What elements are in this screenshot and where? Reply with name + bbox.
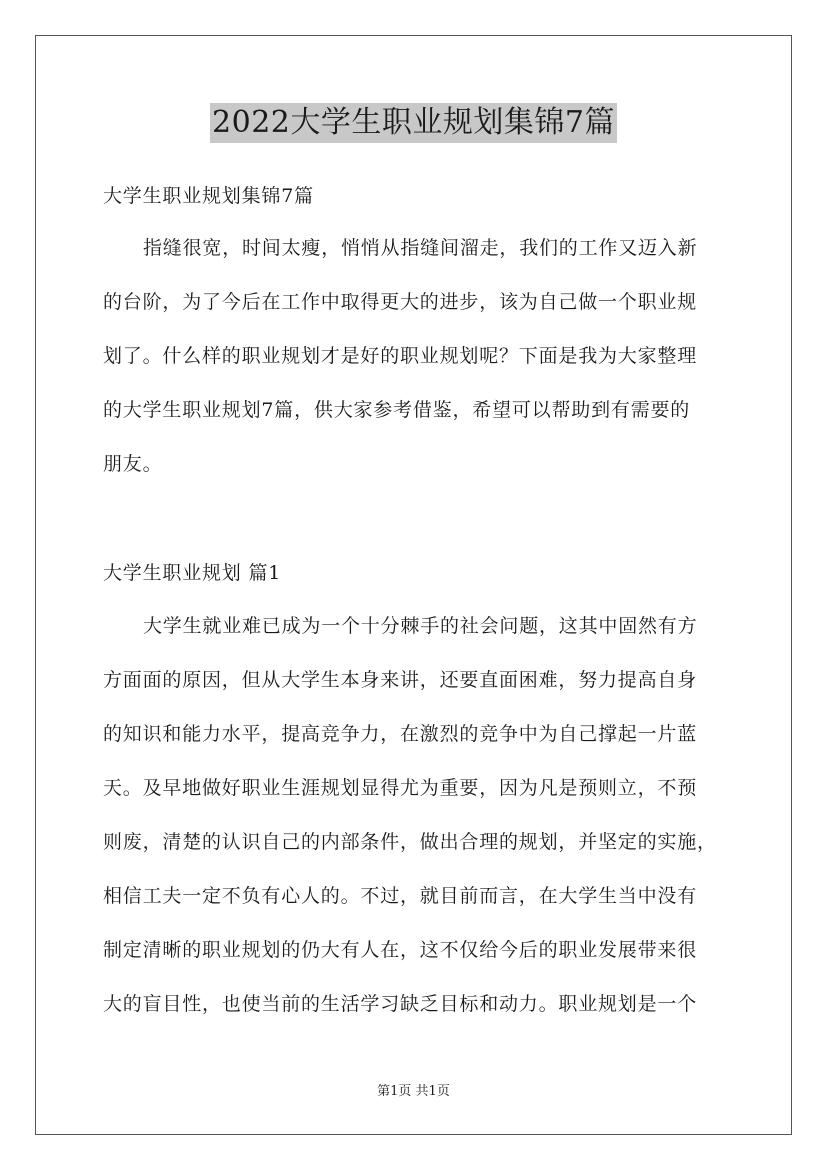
intro-line: 指缝很宽，时间太瘦，悄悄从指缝间溜走，我们的工作又迈入新 (143, 237, 698, 259)
section-line: 相信工夫一定不负有心人的。不过，就目前而言，在大学生当中没有 (103, 885, 698, 907)
section-line: 制定清晰的职业规划的仍大有人在，这不仅给今后的职业发展带来很 (103, 939, 698, 961)
page-footer: 第1页 共1页 (377, 1084, 450, 1099)
section-line: 大的盲目性，也使当前的生活学习缺乏目标和动力。职业规划是一个 (103, 993, 698, 1015)
intro-line: 的台阶，为了今后在工作中取得更大的进步，该为自己做一个职业规 (103, 291, 698, 313)
intro-line: 的大学生职业规划7篇，供大家参考借鉴，希望可以帮助到有需要的 (103, 399, 691, 421)
document-subtitle: 大学生职业规划集锦7篇 (103, 185, 314, 207)
title-wrapper (0, 103, 827, 143)
intro-line: 划了。什么样的职业规划才是好的职业规划呢？下面是我为大家整理 (103, 345, 698, 367)
section-line: 天。及早地做好职业生涯规划显得尤为重要，因为凡是预则立，不预 (103, 777, 698, 799)
intro-line: 朋友。 (103, 453, 163, 475)
section-line: 的知识和能力水平，提高竞争力，在激烈的竞争中为自己撑起一片蓝 (103, 723, 698, 745)
document-title: 2022大学生职业规划集锦7篇 (210, 103, 617, 143)
section-line: 方面面的原因，但从大学生本身来讲，还要直面困难，努力提高自身 (103, 669, 698, 691)
section-line: 大学生就业难已成为一个十分棘手的社会问题，这其中固然有方 (143, 615, 698, 637)
section-line: 则废，清楚的认识自己的内部条件，做出合理的规划，并坚定的实施， (103, 831, 717, 853)
section-heading: 大学生职业规划 篇1 (103, 562, 282, 584)
